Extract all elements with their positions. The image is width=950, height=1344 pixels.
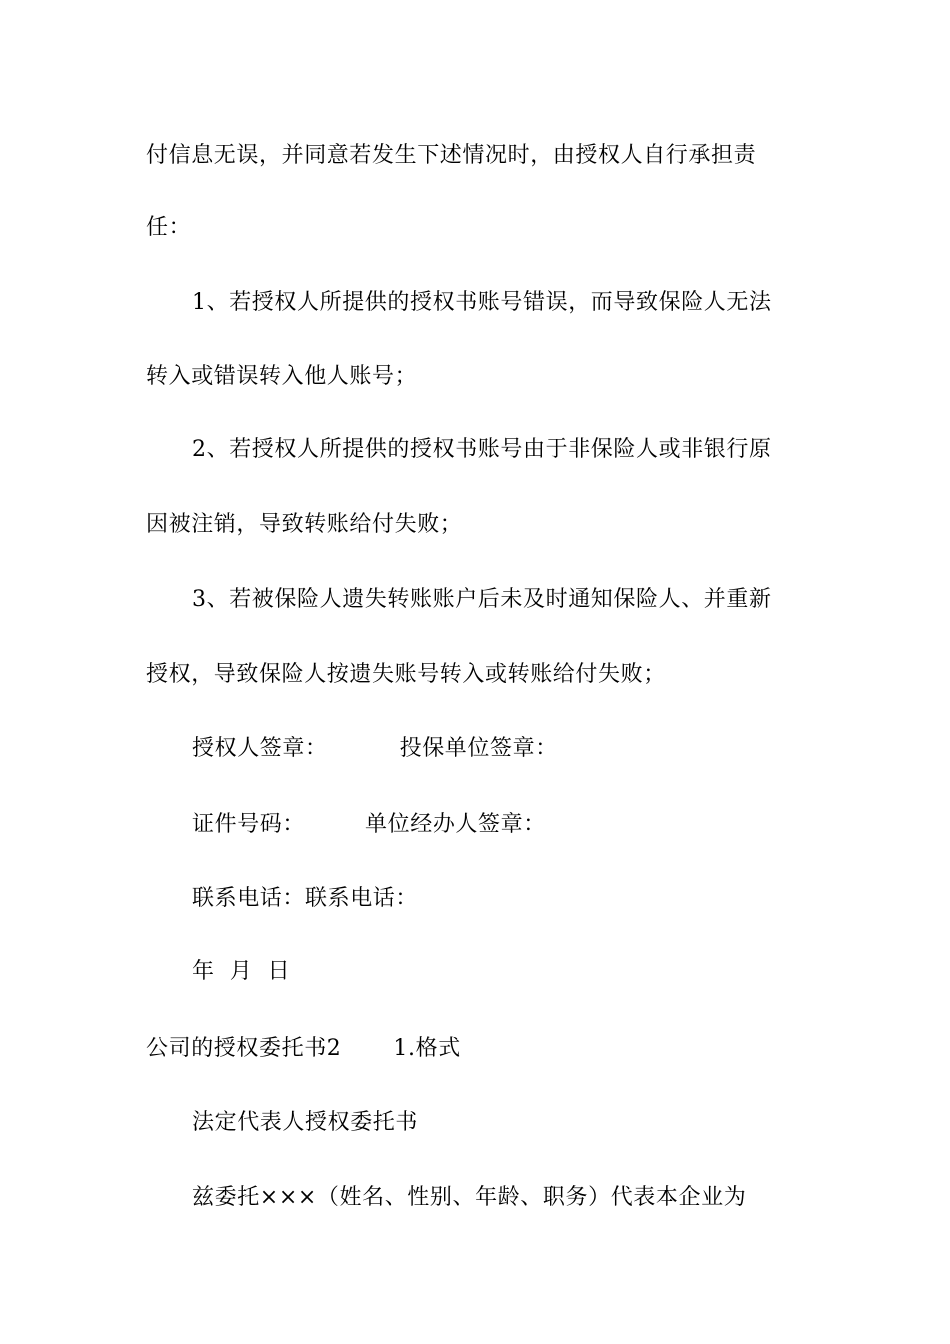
body-line-1: 付信息无误，并同意若发生下述情况时，由授权人自行承担责 — [146, 143, 757, 168]
legal-rep-title: 法定代表人授权委托书 — [192, 1110, 419, 1135]
entrust-line: 兹委托×××（姓名、性别、年龄、职务）代表本企业为 — [192, 1185, 747, 1210]
clause-2-line-2: 因被注销，导致转账给付失败； — [146, 512, 463, 537]
phone-row: 联系电话：联系电话： — [192, 886, 419, 911]
id-row — [192, 810, 872, 840]
seal-row — [192, 734, 872, 764]
date-row: 年 月 日 — [192, 959, 291, 984]
clause-1-line-1: 1、若授权人所提供的授权书账号错误，而导致保险人无法 — [192, 290, 772, 315]
section-title: 公司的授权委托书2 — [146, 1036, 342, 1061]
body-line-2: 任： — [146, 215, 192, 240]
clause-3-line-2: 授权，导致保险人按遗失账号转入或转账给付失败； — [146, 662, 666, 687]
clause-3-line-1: 3、若被保险人遗失转账账户后未及时通知保险人、并重新 — [192, 587, 772, 612]
clause-1-line-2: 转入或错误转入他人账号； — [146, 364, 418, 389]
id-number-label: 证件号码： — [192, 812, 306, 837]
unit-seal-label: 投保单位签章： — [399, 736, 558, 761]
clause-2-line-1: 2、若授权人所提供的授权书账号由于非保险人或非银行原 — [192, 437, 772, 462]
section-format: 1.格式 — [393, 1036, 461, 1061]
section-heading — [146, 1034, 826, 1064]
authorizer-seal-label: 授权人签章： — [192, 736, 328, 761]
handler-seal-label: 单位经办人签章： — [365, 812, 546, 837]
